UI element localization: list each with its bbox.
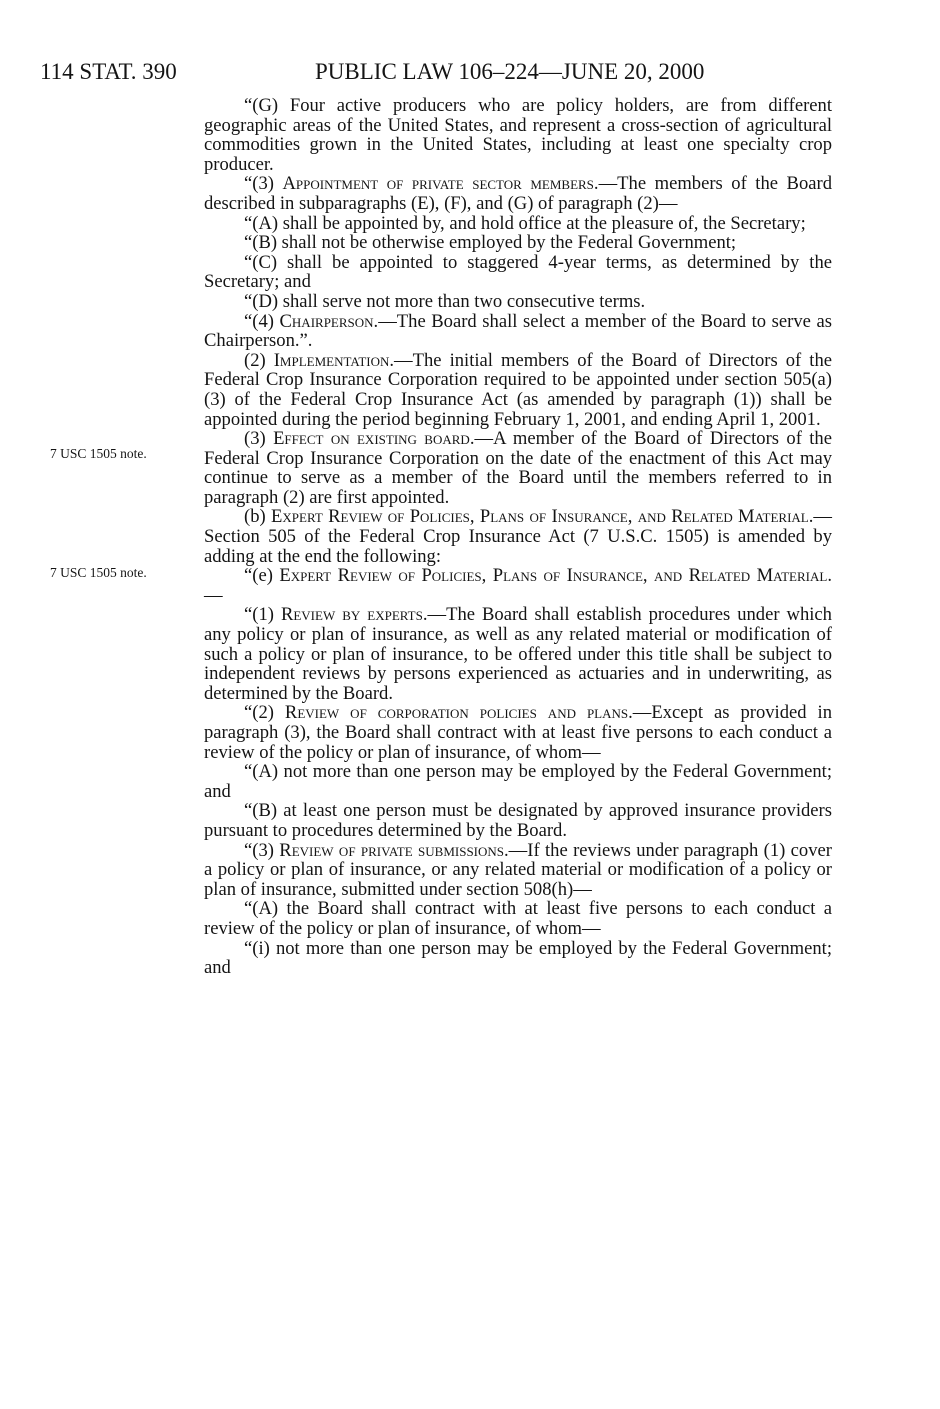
heading-effect: Effect on existing board bbox=[273, 428, 470, 450]
heading-review-by-experts: Review by experts bbox=[280, 604, 423, 626]
paragraph-private-item-a-i: “(i) not more than one person may be employed by the Federal Government; and bbox=[204, 937, 832, 979]
stat-page-reference: 114 STAT. 390 bbox=[40, 59, 177, 84]
paragraph-item-c: “(C) shall be appointed to staggered 4-year terms, as determined by the Secretary; and bbox=[204, 251, 832, 293]
paragraph-review-private-submissions: “(3) Review of private submissions.—If the reviews under paragraph (1) cover a policy or plan of insurance, or any related material or modification of a policy or plan of insurance, submitted under section 508(h)— bbox=[204, 839, 832, 900]
heading-chairperson: Chairperson bbox=[279, 310, 374, 332]
paragraph-review-by-experts: “(1) Review by experts.—The Board shall establish procedures under which any policy or plan of insurance, as well as any related material or modification of such a policy or plan of insurance, to be offered under this title shall be subject to independent reviews by persons experienced as actuaries and in underwriting, as determined by the Board. bbox=[204, 604, 832, 704]
heading-expert-review: Expert Review of Policies, Plans of Insurance, and Related Material bbox=[271, 506, 809, 528]
paragraph-review-corporation-policies: “(2) Review of corporation policies and plans.—Except as provided in paragraph (3), the Board shall contract with at least five persons to each conduct a review of the policy or plan of insurance, of whom— bbox=[204, 702, 832, 763]
paragraph-appointment-private-sector: “(3) Appointment of private sector members.—The members of the Board described in subparagraphs (E), (F), and (G) of paragraph (2)— bbox=[204, 173, 832, 214]
paragraph-private-item-a: “(A) the Board shall contract with at least five persons to each conduct a review of the policy or plan of insurance, of whom— bbox=[204, 898, 832, 939]
paragraph-subsection-b: (b) Expert Review of Policies, Plans of Insurance, and Related Material.—Section 505 of the Federal Crop Insurance Act (7 U.S.C. 1505) is amended by adding at the end the following: bbox=[204, 506, 832, 567]
heading-expert-review-e: Expert Review of Policies, Plans of Insurance, and Related Material bbox=[279, 565, 828, 587]
heading-implementation: Implementation bbox=[273, 349, 390, 371]
paragraph-item-b: “(B) shall not be otherwise employed by the Federal Government; bbox=[244, 232, 737, 254]
paragraph-item-a: “(A) shall be appointed by, and hold office at the pleasure of, the Secretary; bbox=[244, 212, 806, 234]
body-text bbox=[204, 96, 832, 978]
heading-review-private: Review of private submissions bbox=[279, 839, 505, 861]
paragraph-review-item-a: “(A) not more than one person may be employed by the Federal Government; and bbox=[204, 761, 832, 802]
paragraph-review-item-b: “(B) at least one person must be designated by approved insurance providers pursuant to procedures determined by the Board. bbox=[204, 800, 832, 841]
paragraph-implementation: (2) Implementation.—The initial members of the Board of Directors of the Federal Crop Insurance Corporation required to be appointed under section 505(a)(3) of the Federal Crop Insurance Act (as amended by paragraph (1)) shall be appointed during the period beginning February 1, 2001, and ending April 1, 2001. bbox=[204, 349, 832, 430]
paragraph-subsection-e: “(e) Expert Review of Policies, Plans of Insurance, and Related Material.— bbox=[204, 565, 832, 606]
paragraph-effect-existing-board: (3) Effect on existing board.—A member of the Board of Directors of the Federal Crop Insurance Corporation on the date of the enactment of this Act may continue to serve as a member of the Board until the members referred to in paragraph (2) are first appointed. bbox=[204, 428, 832, 508]
paragraph-item-d: “(D) shall serve not more than two consecutive terms. bbox=[244, 290, 646, 312]
heading-appointment: Appointment of private sector members bbox=[282, 173, 594, 195]
public-law-title: PUBLIC LAW 106–224—JUNE 20, 2000 bbox=[315, 59, 705, 84]
margin-note-usc: 7 USC 1505 note. bbox=[50, 446, 147, 461]
paragraph-chairperson: “(4) Chairperson.—The Board shall select a member of the Board to serve as Chairperson.”. bbox=[204, 310, 832, 352]
paragraph-subparagraph-g: “(G) Four active producers who are policy holders, are from different geographic areas of the United States, and represent a cross-section of agricultural commodities grown in the United States, including at least one specialty crop producer. bbox=[204, 95, 832, 175]
heading-review-corporation: Review of corporation policies and plans bbox=[284, 702, 629, 724]
margin-note-usc: 7 USC 1505 note. bbox=[50, 565, 147, 580]
